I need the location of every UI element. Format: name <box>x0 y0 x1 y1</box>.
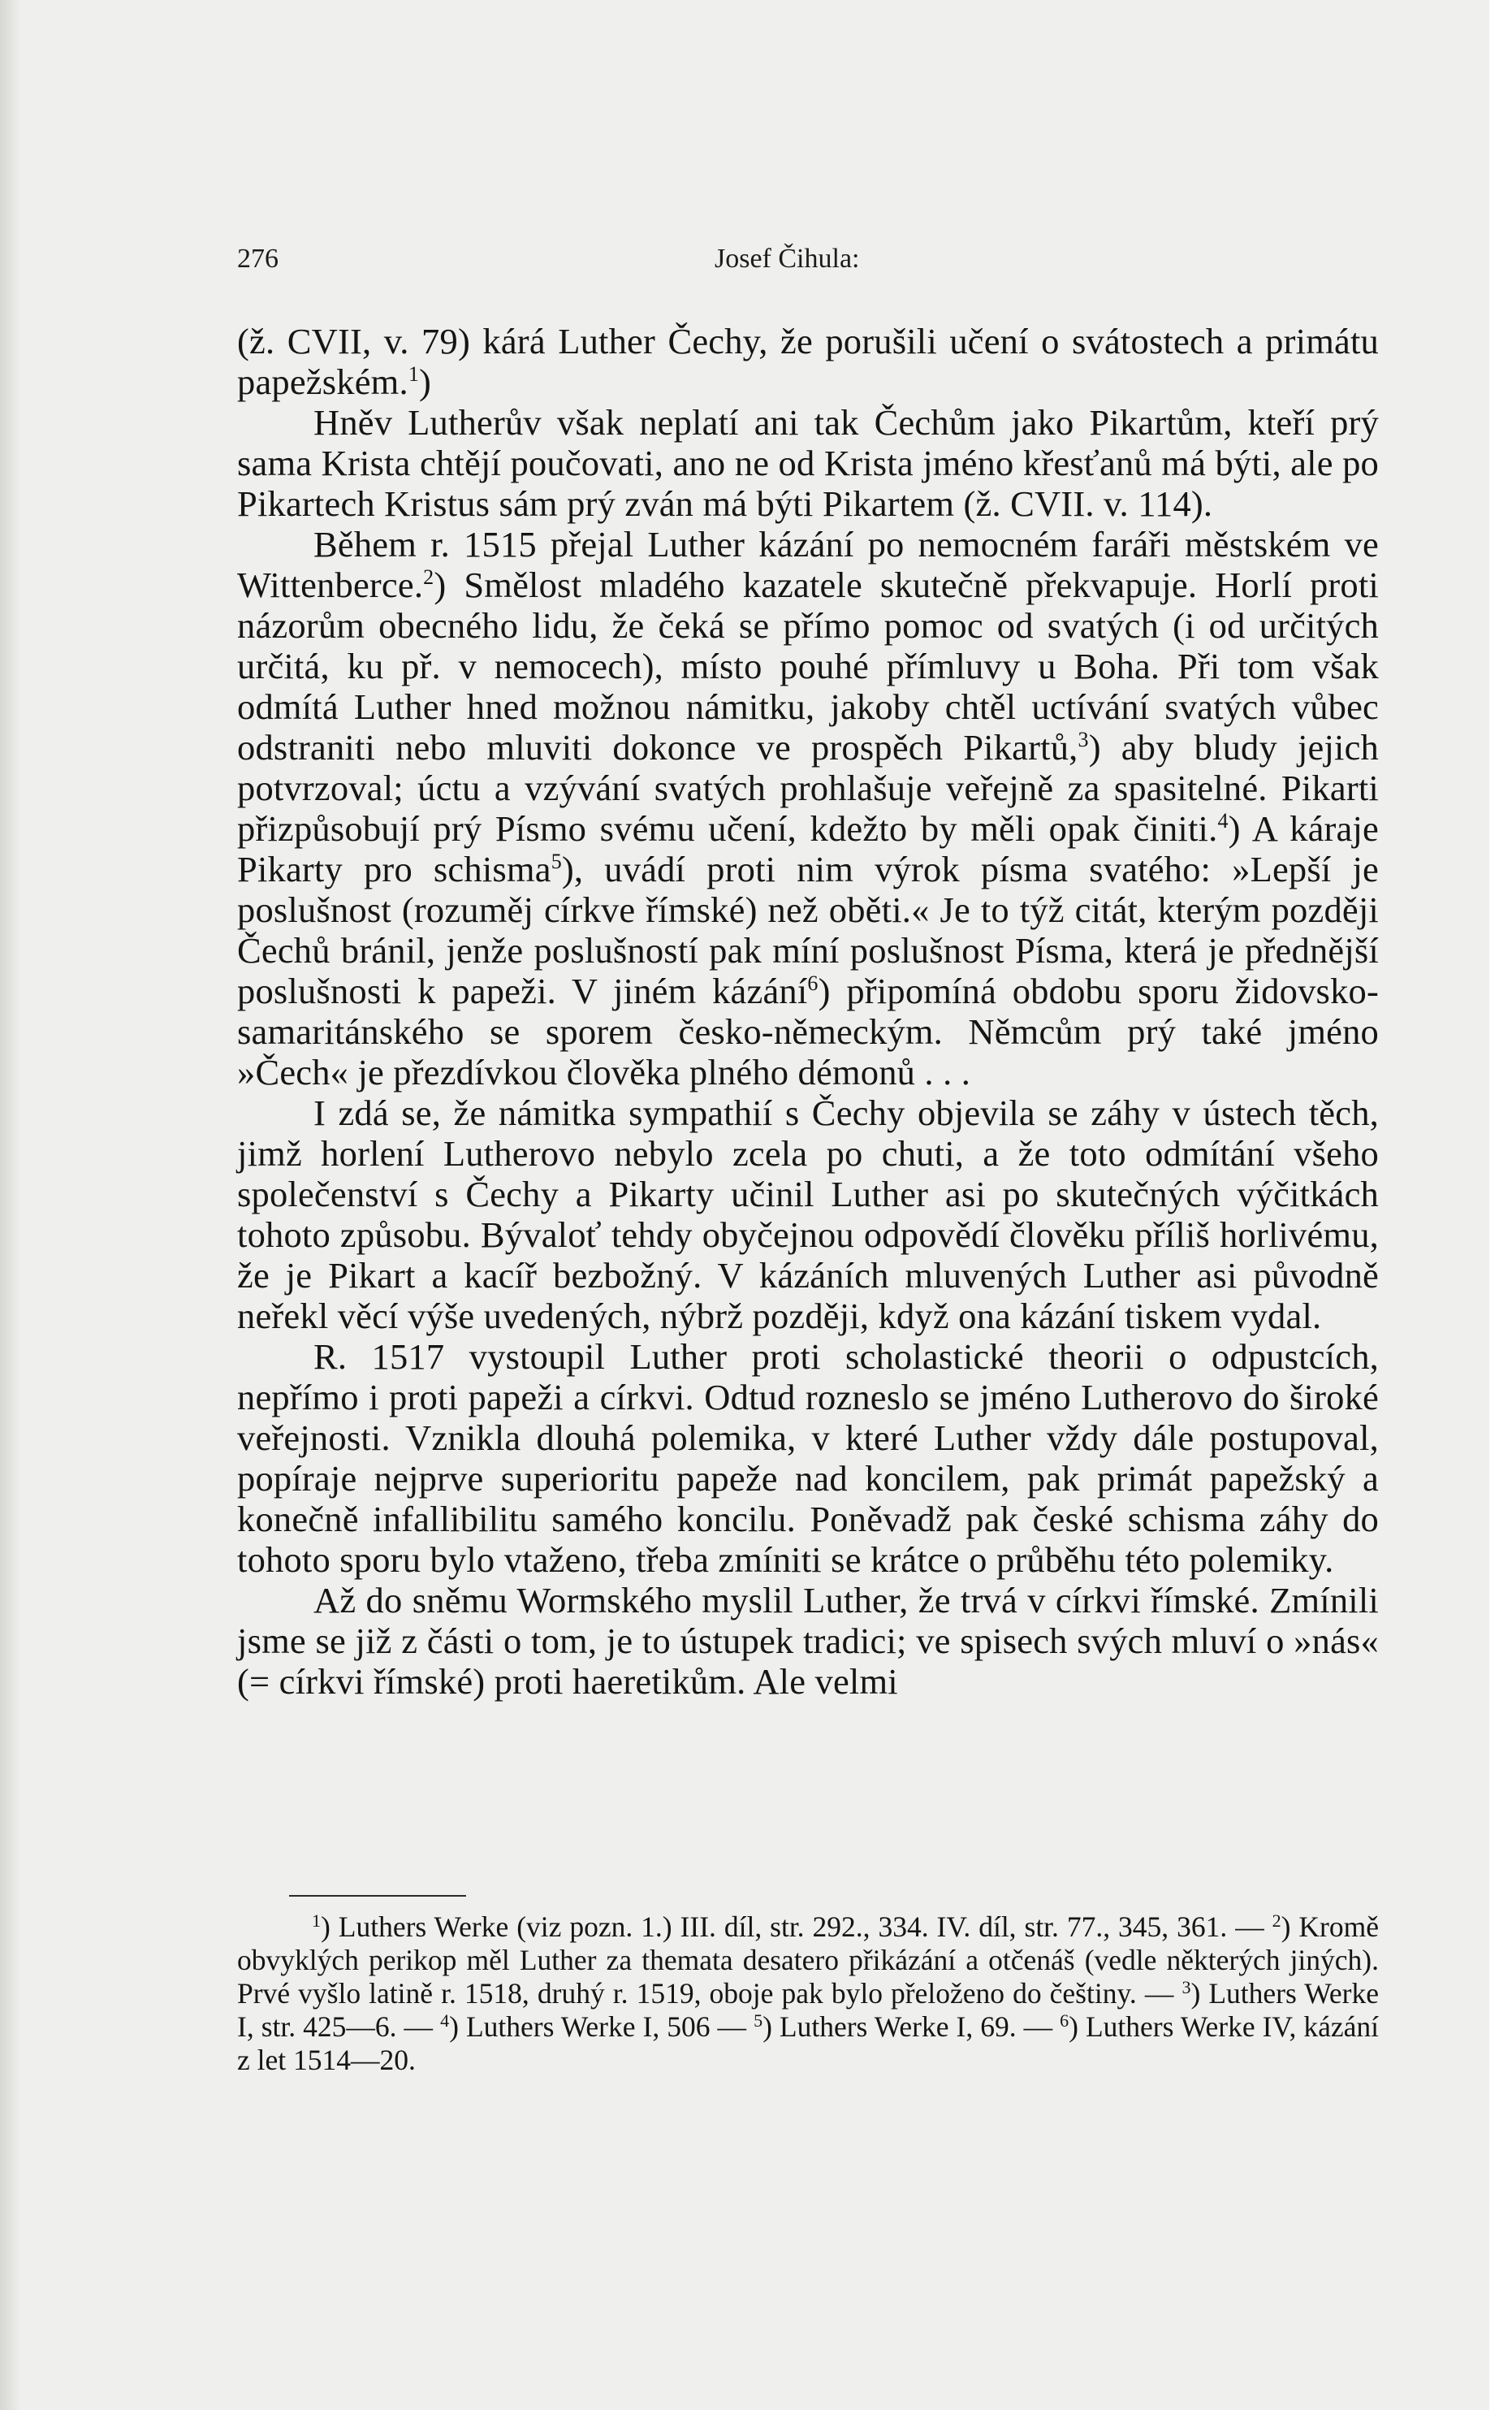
paragraph-1-text: (ž. CVII, v. 79) kárá Luther Čechy, že porušili učení o svátostech a primátu papežském. <box>237 321 1379 402</box>
paragraph-5: R. 1517 vystoupil Luther proti scholastické theorii o odpustcích, nepřímo i proti papeži a církvi. Odtud rozneslo se jméno Lutherovo do široké veřejnosti. Vznikla dlouhá polemika, v které Luther vždy dále postupoval, popíraje nejprve superioritu papeže nad koncilem, pak primát papežský a konečně infallibilitu samého koncilu. Poněvadž pak české schisma záhy do tohoto sporu bylo vtaženo, třeba zmíniti se krátce o průběhu této polemiky. <box>237 1336 1379 1580</box>
paragraph-6: Až do sněmu Wormského myslil Luther, že trvá v církvi římské. Zmínili jsme se již z části o tom, je to ústupek tradici; ve spisech svých mluví o »nás« (= církvi římské) proti haeretikům. Ale velmi <box>237 1580 1379 1702</box>
footnote-mark-4: 4 <box>440 2010 450 2031</box>
paragraph-4: I zdá se, že námitka sympathií s Čechy objevila se záhy v ústech těch, jimž horlení Lutherovo nebylo zcela po chuti, a že toto odmítání všeho společenství s Čechy a Pikarty učinil Luther asi po skutečných výčitkách tohoto způsobu. Bývaloť tehdy obyčejnou odpovědí člověku příliš horlivému, že je Pikart a kacíř bezbožný. V kázáních mluvených Luther asi původně neřekl věcí výše uvedených, nýbrž později, když ona kázání tiskem vydal. <box>237 1093 1379 1336</box>
paragraph-3-text-1: Během r. 1515 přejal Luther kázání po nemocném faráři městském ve Wittenberce. <box>237 524 1379 605</box>
footnote-text-2: ) Kromě obvyklých perikop měl Luther za themata desatero přikázání a otčenáš (vedle některých jiných). Prvé vyšlo latině r. 1518, druhý r. 1519, oboje pak bylo přeloženo do češtiny. — <box>237 1910 1380 2010</box>
footnote-text-1: ) Luthers Werke (viz pozn. 1.) III. díl, str. 292., 334. IV. díl, str. 77., 345, 361. — <box>321 1910 1272 1943</box>
paragraph-3-text-2: ) Smělost mladého kazatele skutečně překvapuje. Horlí proti názorům obecného lidu, že čeká se přímo pomoc od svatých (i od určitých určitá, ku př. v nemocech), místo pouhé přímluvy u Boha. Při tom však odmítá Luther hned možnou námitku, jakoby chtěl uctívání svatých vůbec odstraniti nebo mluviti dokonce ve prospěch Pikartů, <box>237 565 1379 768</box>
footnote-text-4: ) Luthers Werke I, 506 — <box>449 2010 754 2043</box>
footnote-text-3: ) Luthers Werke I, str. 425—6. — <box>237 1977 1380 2043</box>
footnote-block <box>237 1910 1379 2077</box>
paragraph-1-tail: ) <box>419 361 432 402</box>
footnote-mark-1: 1 <box>312 1910 321 1931</box>
footnote-ref-4: 4 <box>1217 809 1229 833</box>
paragraph-2: Hněv Lutherův však neplatí ani tak Čechům jako Pikartům, kteří prý sama Krista chtějí poučovati, ano ne od Krista jméno křesťanů má býti, ale po Pikartech Kristus sám prý zván má býti Pikartem (ž. CVII. v. 114). <box>237 402 1379 524</box>
footnote-mark-6: 6 <box>1060 2010 1069 2031</box>
paragraph-3 <box>237 524 1379 1093</box>
scan-margin <box>1489 0 1512 2410</box>
paragraph-3-text-6: ) připomíná obdobu sporu židovsko-samaritánského se sporem česko-německým. Němcům prý také jméno »Čech« je přezdívkou člověka plného démonů . . . <box>237 971 1379 1093</box>
footnote-ref-6: 6 <box>807 971 819 995</box>
footnote-separator <box>289 1895 466 1897</box>
footnote-ref-3: 3 <box>1078 728 1089 751</box>
page-header <box>237 244 1390 284</box>
footnote-ref-5: 5 <box>551 850 562 873</box>
footnotes <box>237 1910 1379 2077</box>
body-text <box>237 321 1379 1702</box>
page-edge-shadow <box>0 0 21 2410</box>
footnote-ref-2: 2 <box>423 565 434 589</box>
running-title: Josef Čihula: <box>715 244 860 274</box>
paragraph-1 <box>237 321 1379 402</box>
footnote-mark-3: 3 <box>1182 1977 1191 1997</box>
footnote-mark-2: 2 <box>1272 1910 1281 1931</box>
paragraph-3-text-4: ) A káraje Pikarty pro schisma <box>237 808 1380 889</box>
footnote-ref-1: 1 <box>408 362 420 386</box>
paragraph-3-text-5: ), uvádí proti nim výrok písma svatého: »Lepší je poslušnost (rozuměj církve římské) než oběti.« Je to týž citát, kterým později Čechů bránil, jenže poslušností pak míní poslušnost Písma, která je přednější poslušnosti k papeži. V jiném kázání <box>237 849 1380 1011</box>
paragraph-3-text-3: ) aby bludy jejich potvrzoval; úctu a vzývání svatých prohlašuje veřejně za spasitelné. Pikarti přizpůsobují prý Písmo svému učení, kdežto by měli opak činiti. <box>237 727 1379 849</box>
footnote-mark-5: 5 <box>754 2010 763 2031</box>
page-number: 276 <box>237 244 279 274</box>
footnote-text-6: ) Luthers Werke IV, kázání z let 1514—20. <box>237 2010 1380 2076</box>
footnote-text-5: ) Luthers Werke I, 69. — <box>762 2010 1061 2043</box>
